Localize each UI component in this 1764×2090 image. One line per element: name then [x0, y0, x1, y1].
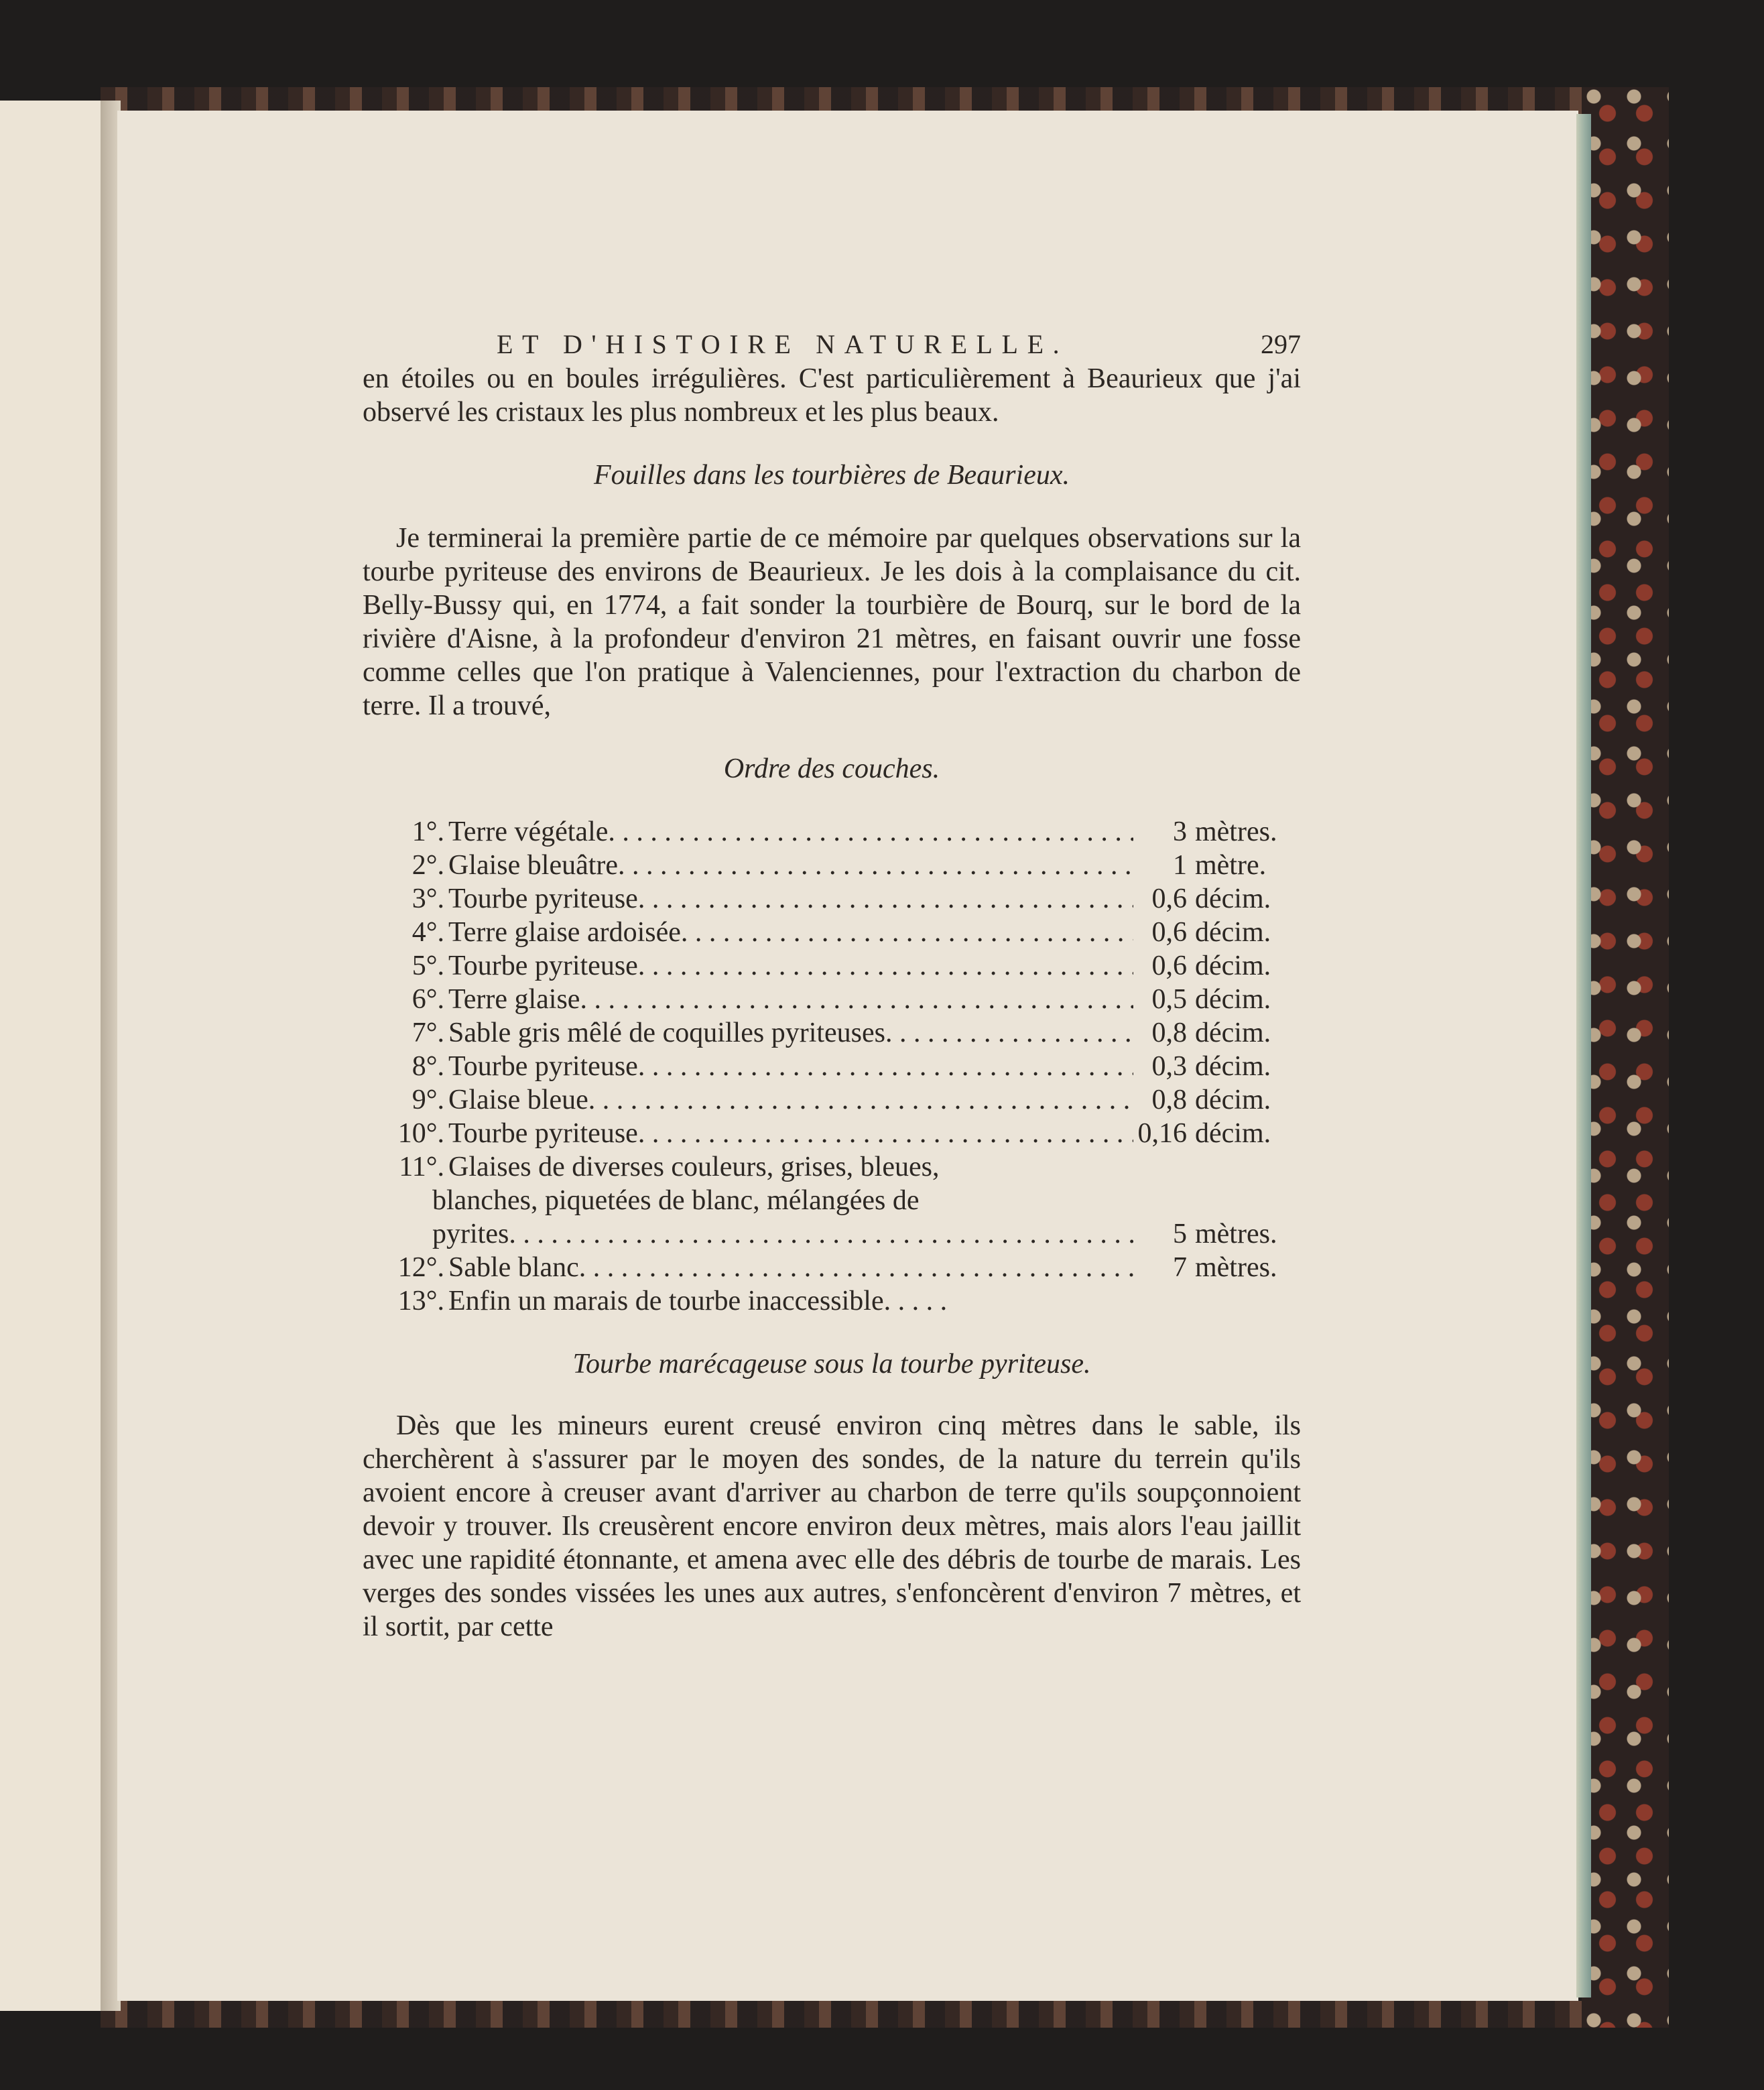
- layer-name: Terre végétale: [448, 816, 609, 847]
- facing-page: [0, 101, 109, 2011]
- layer-row: [363, 1016, 1301, 1050]
- layer-name: Terre glaise: [448, 984, 580, 1015]
- layer-name: Terre glaise ardoisée: [448, 917, 681, 948]
- heading-tourbe-marecageuse: Tourbe marécageuse sous la tourbe pyriteuse.: [572, 1349, 1091, 1379]
- layer-value: 0,5: [1151, 984, 1187, 1015]
- layer-row-continued: [363, 1217, 1301, 1251]
- layer-value: 3: [1173, 816, 1187, 847]
- layer-row: [363, 983, 1301, 1016]
- layer-value: 7: [1173, 1252, 1187, 1283]
- layer-unit: décim.: [1195, 1085, 1271, 1115]
- binding-top-edge: [101, 87, 1669, 114]
- layer-unit: mètre.: [1195, 850, 1267, 881]
- layer-number: 3°.: [412, 883, 444, 914]
- layer-row: [363, 1150, 1301, 1184]
- layer-name: Tourbe pyriteuse: [448, 950, 638, 981]
- layer-number: 8°.: [412, 1051, 444, 1082]
- layer-number: 10°.: [397, 1118, 444, 1149]
- layer-name: Tourbe pyriteuse: [448, 1118, 638, 1149]
- marbled-cover-edge: [1582, 87, 1669, 2028]
- layer-name: Glaise bleue: [448, 1085, 588, 1115]
- running-head-title: ET D'HISTOIRE NATURELLE.: [497, 329, 1069, 359]
- layer-row: [363, 1117, 1301, 1150]
- layer-name: Tourbe pyriteuse: [448, 1051, 638, 1082]
- layer-unit: décim.: [1195, 1018, 1271, 1048]
- layer-row: [363, 815, 1301, 849]
- layer-number: 1°.: [412, 816, 444, 847]
- layer-value: 0,6: [1151, 917, 1187, 948]
- layer-number: 6°.: [412, 984, 444, 1015]
- layer-row: [363, 882, 1301, 916]
- layer-name: Glaise bleuâtre: [448, 850, 619, 881]
- binding-bottom-edge: [101, 2001, 1669, 2028]
- layer-number: 13°.: [397, 1286, 444, 1316]
- layer-name: Glaises de diverses couleurs, grises, bleues,: [448, 1152, 940, 1182]
- paragraph-intro: en étoiles ou en boules irrégulières. C'est particulièrement à Beaurieux que j'ai observé les cristaux les plus nombreux et les plus beaux.: [363, 363, 1301, 428]
- layer-value: 0,16: [1137, 1118, 1187, 1149]
- layer-value: 5: [1173, 1219, 1187, 1249]
- layer-number: 7°.: [412, 1018, 444, 1048]
- layer-row: [363, 849, 1301, 882]
- layer-row: [363, 1050, 1301, 1083]
- layer-value: 0,6: [1151, 950, 1187, 981]
- layer-name-continued: blanches, piquetées de blanc, mélangées de: [432, 1185, 920, 1216]
- layer-unit: décim.: [1195, 984, 1271, 1015]
- layer-number: 5°.: [412, 950, 444, 981]
- layer-name: Sable blanc: [448, 1252, 579, 1283]
- layer-value: 0,6: [1151, 883, 1187, 914]
- layer-row: [363, 1284, 1301, 1318]
- layer-name: Tourbe pyriteuse: [448, 883, 638, 914]
- layer-unit: décim.: [1195, 1118, 1271, 1149]
- text-block: [363, 322, 1301, 1644]
- layer-value: 1: [1173, 850, 1187, 881]
- layer-value: 0,8: [1151, 1018, 1187, 1048]
- layer-unit: décim.: [1195, 917, 1271, 948]
- running-head: [363, 322, 1301, 362]
- heading-fouilles: Fouilles dans les tourbières de Beaurieux.: [594, 460, 1070, 491]
- layer-row: [363, 949, 1301, 983]
- layer-value: 0,8: [1151, 1085, 1187, 1115]
- layer-unit: mètres.: [1195, 816, 1277, 847]
- layer-value: 0,3: [1151, 1051, 1187, 1082]
- layer-number: 11°.: [399, 1152, 444, 1182]
- page-number: 297: [1261, 329, 1301, 359]
- paragraph-fouilles: Je terminerai la première partie de ce mémoire par quelques observations sur la tourbe pyriteuse des environs de Beaurieux. Je les dois à la complaisance du cit. Belly-Bussy qui, en 1774, a fait sonder la tourbière de Bourq, sur le bord de la rivière d'Aisne, à la profondeur d'environ 21 mètres, en faisant ouvrir une fosse comme celles que l'on pratique à Valenciennes, pour l'extraction du charbon de terre. Il a trouvé,: [363, 523, 1301, 721]
- layer-unit: décim.: [1195, 1051, 1271, 1082]
- layer-name-continued: pyrites: [432, 1219, 509, 1249]
- layer-name: Sable gris mêlé de coquilles pyriteuses: [448, 1018, 886, 1048]
- paragraph-final: Dès que les mineurs eurent creusé environ cinq mètres dans le sable, ils cherchèrent à s'assurer par le moyen des sondes, de la nature du terrein qu'ils avoient encore à creuser avant d'arriver au charbon de terre qu'ils soupçonnoient devoir y trouver. Ils creusèrent encore environ deux mètres, mais alors l'eau jaillit avec une rapidité étonnante, et amena avec elle des débris de tourbe de marais. Les verges des sondes vissées les unes aux autres, s'enfoncèrent d'environ 7 mètres, et il sortit, par cette: [363, 1410, 1301, 1642]
- layer-number: 9°.: [412, 1085, 444, 1115]
- layer-list: [363, 815, 1301, 1318]
- layer-unit: mètres.: [1195, 1252, 1277, 1283]
- layer-row: [363, 1083, 1301, 1117]
- layer-number: 4°.: [412, 917, 444, 948]
- heading-ordre: Ordre des couches.: [723, 753, 940, 784]
- layer-row: [363, 916, 1301, 949]
- layer-name: Enfin un marais de tourbe inaccessible: [448, 1286, 884, 1316]
- layer-unit: mètres.: [1195, 1219, 1277, 1249]
- layer-unit: décim.: [1195, 950, 1271, 981]
- layer-number: 2°.: [412, 850, 444, 881]
- layer-number: 12°.: [397, 1252, 444, 1283]
- layer-unit: décim.: [1195, 883, 1271, 914]
- layer-row: [363, 1251, 1301, 1284]
- page-edge: [1576, 114, 1591, 1997]
